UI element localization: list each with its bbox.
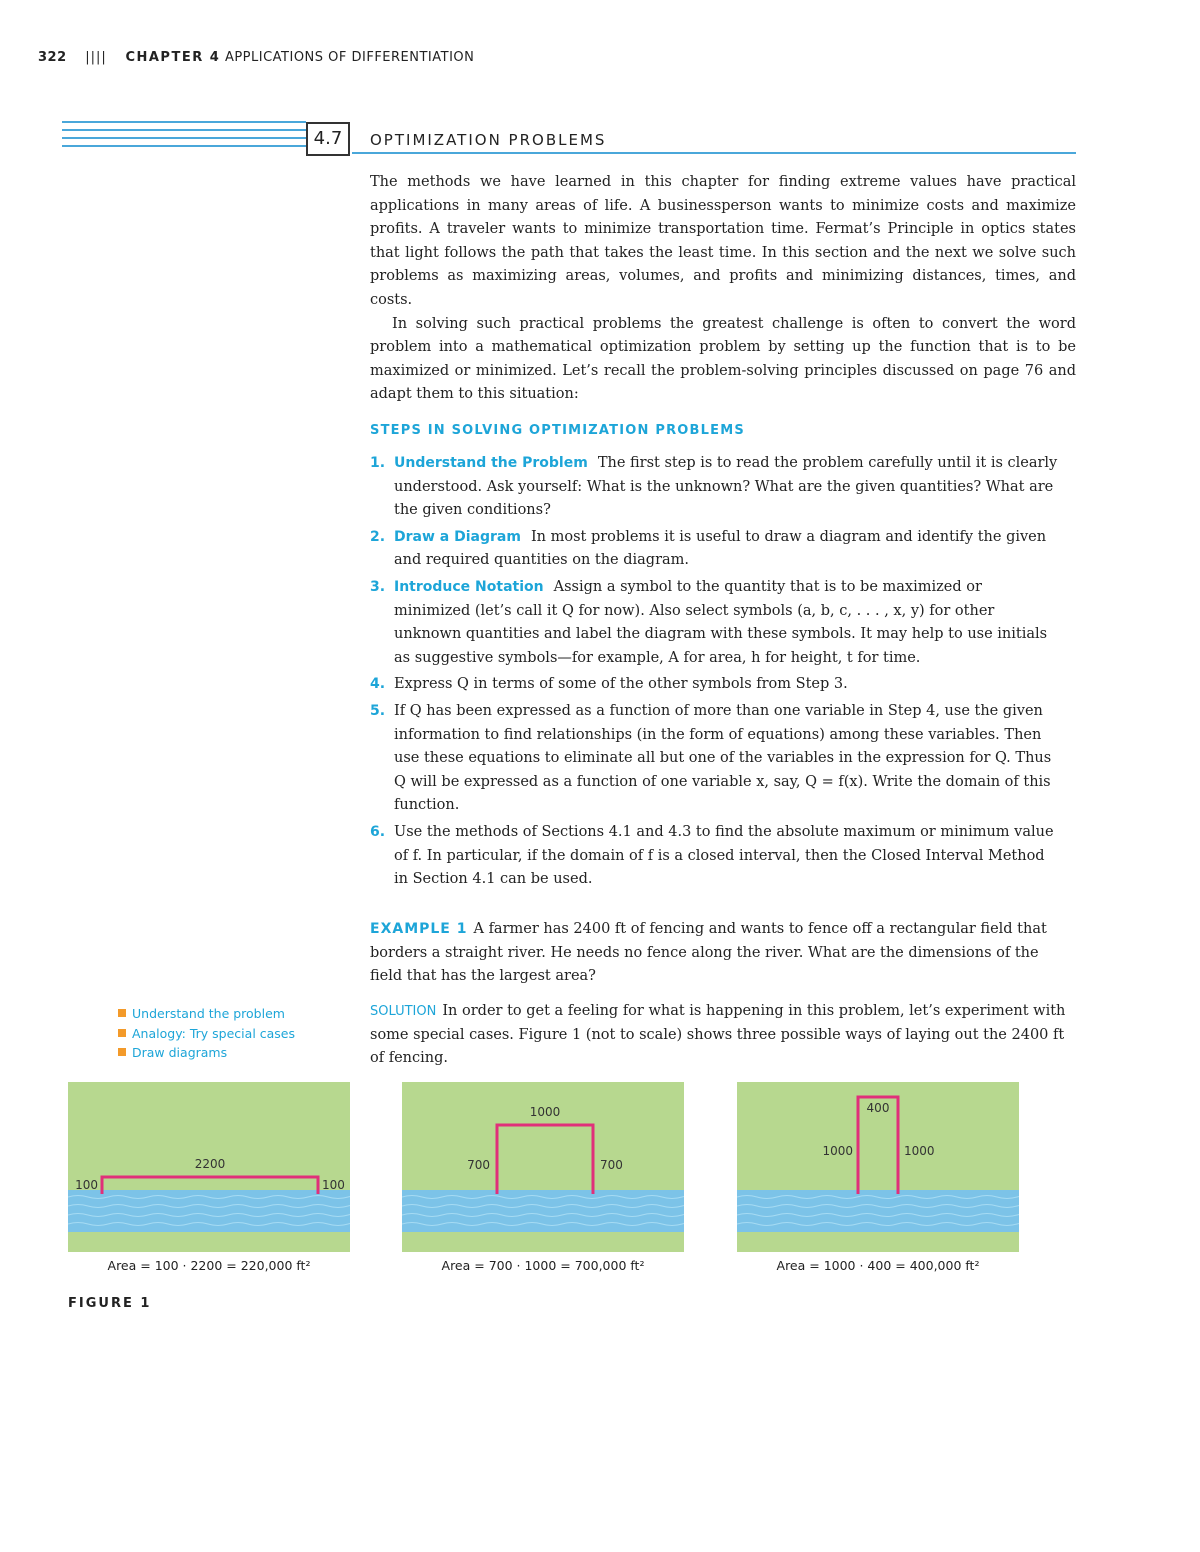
example-label: EXAMPLE 1 [370, 921, 468, 937]
step-5 [370, 700, 1060, 818]
left-dimension-label: 1000 [822, 1144, 853, 1158]
step-1 [370, 452, 1060, 523]
right-dimension-label: 100 [322, 1178, 345, 1192]
margin-note: Draw diagrams [118, 1043, 295, 1063]
running-header [38, 50, 474, 65]
left-dimension-label: 100 [75, 1178, 98, 1192]
right-dimension-label: 1000 [904, 1144, 935, 1158]
section-title: OPTIMIZATION PROBLEMS [370, 131, 607, 149]
step-number: 6. [370, 823, 386, 840]
field-diagram-2 [402, 1082, 684, 1252]
step-3 [370, 576, 1060, 670]
steps-list [370, 452, 1060, 895]
solution-text: In order to get a feeling for what is happening in this problem, let’s experiment with some special cases. Figure 1 (not to scale) shows three possible ways of laying out the 2400 ft of fencing. [370, 1003, 1066, 1067]
step-text: Express Q in terms of some of the other symbols from Step 3. [394, 676, 848, 693]
step-6 [370, 821, 1060, 892]
step-2 [370, 526, 1060, 573]
note-bullet-icon [118, 1048, 126, 1056]
left-dimension-label: 700 [467, 1158, 490, 1172]
step-text: Assign a symbol to the quantity that is to be maximized or minimized (let’s call it Q for now). Also select symbols (a, b, c, . . . , x, y) for other unknown quantities and label the diagram with these symbols. It may help to use initials as suggestive symbols—for example, A for area, h for height, t for time. [394, 578, 1048, 666]
section-number: 4.7 [306, 122, 350, 156]
figure-panel-3 [737, 1082, 1019, 1552]
intro-paragraph-2: In solving such practical problems the greatest challenge is often to convert the word problem into a mathematical optimization problem by setting up the function that is to be maximized or minimized. Let’s recall the problem-solving principles discussed on page 76 and adapt them to this situation: [370, 315, 1076, 403]
step-number: 1. [370, 455, 386, 471]
top-dimension-label: 400 [866, 1101, 890, 1115]
solution-label: SOLUTION [370, 1004, 437, 1019]
step-text: In most problems it is useful to draw a diagram and identify the given and required quantities on the diagram. [394, 528, 1047, 569]
chapter-title: APPLICATIONS OF DIFFERENTIATION [224, 50, 475, 65]
margin-notes [118, 1004, 295, 1063]
page-number: 322 [38, 50, 67, 65]
field-diagram-1 [68, 1082, 350, 1252]
header-separator: |||| [85, 50, 107, 65]
step-label: Draw a Diagram [394, 528, 521, 545]
chapter-label: CHAPTER 4 [125, 50, 221, 65]
figure-caption-2: Area = 700 · 1000 = 700,000 ft² [441, 1258, 645, 1273]
step-text: The first step is to read the problem carefully until it is clearly understood. Ask yourself: What is the unknown? What are the given quantities? What are the given conditions? [394, 455, 1058, 519]
field-diagram-3 [737, 1082, 1019, 1252]
top-dimension-label: 1000 [529, 1105, 561, 1119]
step-number: 3. [370, 578, 386, 595]
figure-panel-1 [68, 1082, 350, 1552]
step-number: 2. [370, 528, 386, 545]
step-4 [370, 673, 1060, 697]
example-text: A farmer has 2400 ft of fencing and wants to fence off a rectangular field that borders a straight river. He needs no fence along the river. What are the dimensions of the field that has the largest area? [370, 921, 1047, 985]
step-label: Introduce Notation [394, 578, 544, 595]
margin-note: Analogy: Try special cases [118, 1024, 295, 1044]
figure-panel-2 [402, 1082, 684, 1552]
section-rule [352, 152, 1076, 154]
figure-caption-1: Area = 100 · 2200 = 220,000 ft² [107, 1258, 311, 1273]
intro-text [370, 171, 1076, 407]
step-text: If Q has been expressed as a function of more than one variable in Step 4, use the given information to find relationships (in the form of equations) among these variables. Then use these equations to eliminate all but one of the variables in the expression for Q. Thus Q will be expressed as a function of one variable x, say, Q = f(x). Write the domain of this function. [394, 702, 1052, 814]
step-number: 4. [370, 676, 386, 693]
solution [370, 1000, 1070, 1071]
margin-note: Understand the problem [118, 1004, 295, 1024]
section-banner-lines [62, 121, 306, 155]
right-dimension-label: 700 [600, 1158, 623, 1172]
step-text: Use the methods of Sections 4.1 and 4.3 to find the absolute maximum or minimum value of f. In particular, if the domain of f is a closed interval, then the Closed Interval Method in Section 4.1 can be used. [394, 823, 1054, 888]
step-number: 5. [370, 702, 386, 719]
figure-label: FIGURE 1 [68, 1296, 152, 1311]
figure-caption-3: Area = 1000 · 400 = 400,000 ft² [776, 1258, 980, 1273]
steps-heading: STEPS IN SOLVING OPTIMIZATION PROBLEMS [370, 423, 745, 438]
top-dimension-label: 2200 [194, 1157, 226, 1171]
intro-paragraph-1: The methods we have learned in this chapter for finding extreme values have practical applications in many areas of life. A businessperson wants to minimize costs and maximize profits. A traveler wants to minimize transportation time. Fermat’s Principle in optics states that light follows the path that takes the least time. In this section and the next we solve such problems as maximizing areas, volumes, and profits and minimizing distances, times, and costs. [370, 174, 1076, 308]
note-bullet-icon [118, 1029, 126, 1037]
example-1 [370, 918, 1070, 989]
step-label: Understand the Problem [394, 455, 588, 471]
note-bullet-icon [118, 1009, 126, 1017]
